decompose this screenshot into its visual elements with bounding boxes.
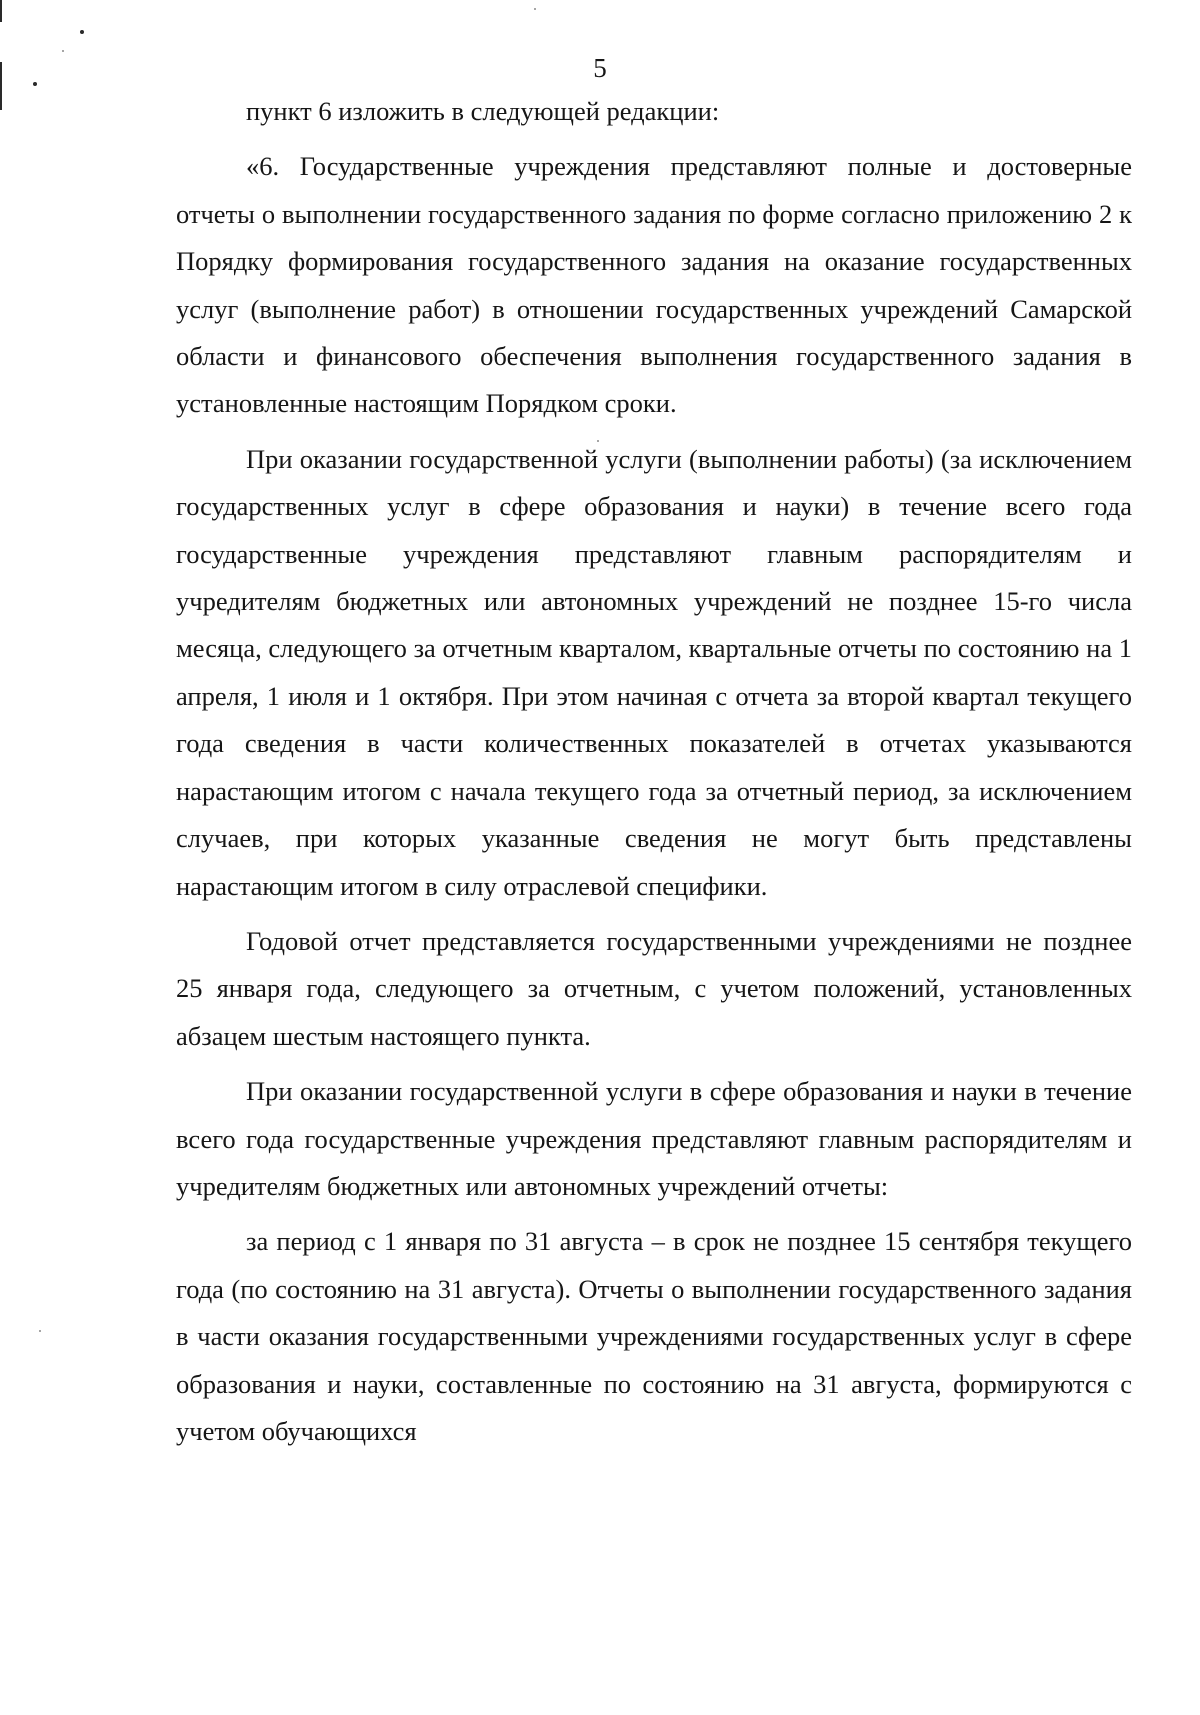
page-number: 5 — [593, 53, 607, 83]
paragraph-annual-report: Годовой отчет представляется государственными учреждениями не позднее 25 января года, следующего за отчетным, с учетом положений, установленных абзацем шестым настоящего пункта. — [176, 925, 1132, 1051]
scan-dot — [80, 30, 84, 34]
paragraph-amendment-intro: пункт 6 изложить в следующей редакции: — [246, 96, 720, 126]
paragraph-report-period: за период с 1 января по 31 августа – в срок не позднее 15 сентября текущего года (по состоянию на 31 августа). Отчеты о выполнении государственного задания в части оказания государственными учреждениями государственных услуг в сфере образования и науки, составленные по состоянию на 31 августа, формируются с учетом обучающихся — [176, 1226, 1132, 1446]
paragraph-item-6: «6. Государственные учреждения представляют полные и достоверные отчеты о выполнении государственного задания по форме согласно приложению 2 к Порядку формирования государственного задания на оказание государственных услуг (выполнение работ) в отношении государственных учреждений Самарской области и финансового обеспечения выполнения государственного задания в установленные настоящим Порядком сроки. — [176, 151, 1132, 419]
scan-speck — [39, 1330, 41, 1332]
paragraph-education-science-reports: При оказании государственной услуги в сфере образования и науки в течение всего года государственные учреждения представляют главным распорядителям и учредителям бюджетных или автономных учреждений отчеты: — [176, 1076, 1132, 1201]
document-body — [176, 88, 1132, 1455]
scan-speck — [534, 8, 536, 10]
paragraph-quarterly-reports: При оказании государственной услуги (выполнении работы) (за исключением государственных услуг в сфере образования и науки) в течение всего года государственные учреждения представляют главным распорядителям и учредителям бюджетных или автономных учреждений не позднее 15-го числа месяца, следующего за отчетным кварталом, квартальные отчеты по состоянию на 1 апреля, 1 июля и 1 октября. При этом начиная с отчета за второй квартал текущего года сведения в части количественных показателей в отчетах указываются нарастающим итогом с начала текущего года за отчетный период, за исключением случаев, при которых указанные сведения не могут быть представлены нарастающим итогом в силу отраслевой специфики. — [176, 443, 1132, 901]
scan-edge-mark — [0, 0, 2, 22]
